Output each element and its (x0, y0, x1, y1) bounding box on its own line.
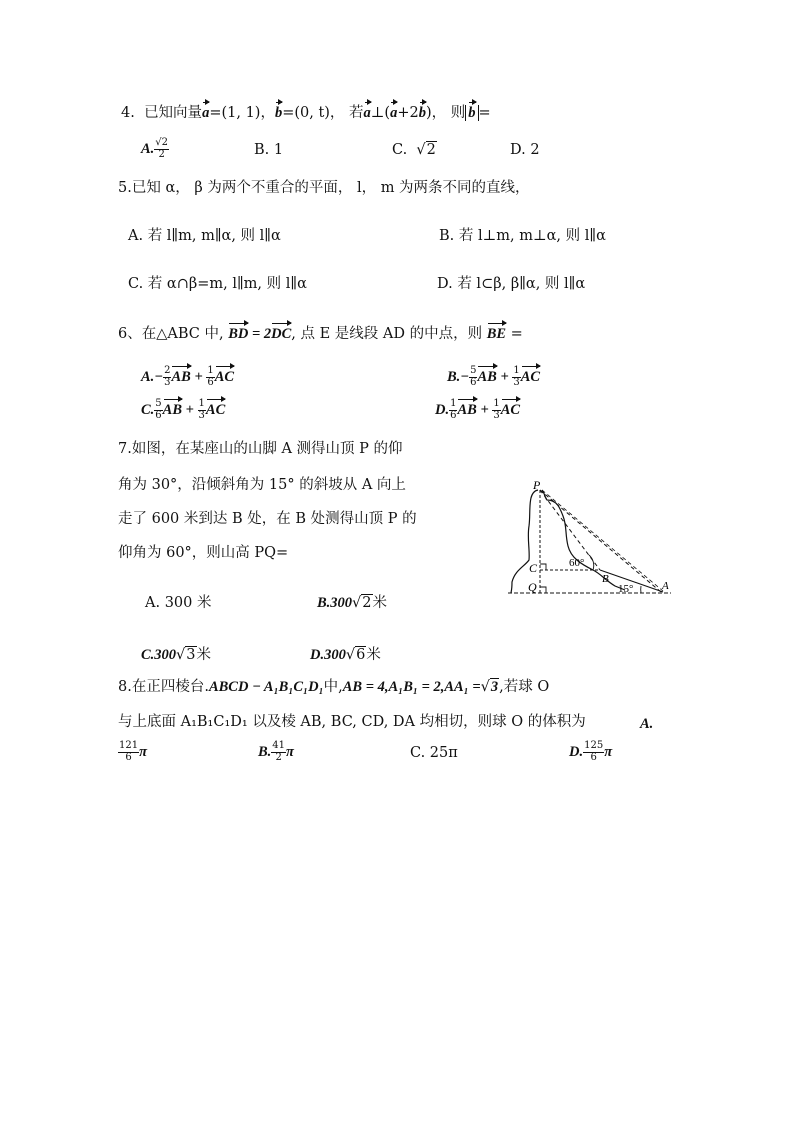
q8-option-a-label[interactable]: A. (640, 716, 654, 732)
q7-option-d[interactable]: D.300√6米 (310, 647, 381, 663)
q5-option-d[interactable]: D. 若 l⊂β, β∥α, 则 l∥α (437, 276, 586, 292)
q4-option-d[interactable]: D. 2 (510, 142, 540, 158)
label-c: C (529, 561, 538, 575)
q8-option-a[interactable]: $\frac{121}{6}$ π (119, 740, 148, 763)
label-b: B (602, 573, 609, 585)
q7-line-3: 走了 600 米到达 B 处，在 B 处测得山顶 P 的 (118, 511, 417, 527)
right-angle-c (540, 564, 546, 570)
q7-option-b[interactable]: B.300√2米 (317, 595, 388, 611)
q7-option-a[interactable]: A. 300 米 (145, 595, 212, 611)
q7-line-4: 仰角为 60°，则山高 PQ= (118, 545, 289, 561)
q5-stem: 5.已知 α， β 为两个不重合的平面， l， m 为两条不同的直线， (118, 180, 530, 196)
q4-stem: 4. 已知向量a=(1, 1)，b=(0, t)， 若a⊥(a+2b)， 则 b = (121, 105, 491, 121)
mountain-right-slope (542, 490, 625, 590)
sight-line-a (540, 490, 661, 592)
q6-stem: 6、在△ABC 中, BD = 2DC, 点 E 是线段 AD 的中点，则 BE = (118, 326, 523, 342)
q5-option-b[interactable]: B. 若 l⊥m, m⊥α, 则 l∥α (439, 228, 606, 244)
q6-option-c[interactable]: C. $\frac{5}{6}$ AB + $\frac{1}{3}$ AC (141, 398, 226, 421)
right-angle-q (540, 587, 546, 593)
mountain-outline (511, 490, 538, 593)
q7-line-1: 7.如图，在某座山的山脚 A 测得山顶 P 的仰 (118, 441, 403, 457)
mountain-figure (505, 478, 675, 598)
q8-option-c[interactable]: C. 25π (410, 745, 458, 761)
q8-option-d[interactable]: D. $\frac{125}{6}$ π (569, 740, 613, 763)
label-60: 60° (569, 557, 585, 569)
q4-option-a[interactable]: A. $\frac{√2}{2}$ (141, 137, 169, 160)
label-a: A (662, 580, 669, 592)
q7-option-c[interactable]: C.300√3米 (141, 647, 212, 663)
label-q: Q (528, 580, 537, 594)
q5-option-a[interactable]: A. 若 l∥m, m∥α, 则 l∥α (128, 228, 281, 244)
q6-option-a[interactable]: A.− $\frac{2}{3}$ AB + $\frac{1}{6}$ AC (141, 365, 235, 388)
q4-option-b[interactable]: B. 1 (254, 142, 284, 158)
q4-option-c[interactable]: C. √2 (392, 142, 436, 158)
q6-option-b[interactable]: B.− $\frac{5}{6}$ AB + $\frac{1}{3}$ AC (447, 365, 541, 388)
label-p: P (533, 478, 541, 492)
q8-stem: 8.在正四棱台.ABCD − A₁B₁C₁D₁中,AB = 4,A₁B₁ = 2,AA₁ =√3,若球 O (118, 679, 550, 695)
q6-option-d[interactable]: D. $\frac{1}{6}$ AB + $\frac{1}{3}$ AC (435, 398, 521, 421)
q8-option-b[interactable]: B. $\frac{41}{2}$ π (258, 740, 294, 763)
label-15: 15° (618, 583, 634, 595)
q5-option-c[interactable]: C. 若 α∩β=m, l∥m, 则 l∥α (128, 276, 307, 292)
q8-stem-2: 与上底面 A₁B₁C₁D₁ 以及棱 AB, BC, CD, DA 均相切，则球 O 的体积为 (118, 714, 586, 730)
q7-line-2: 角为 30°，沿倾斜角为 15° 的斜坡从 A 向上 (118, 477, 406, 493)
